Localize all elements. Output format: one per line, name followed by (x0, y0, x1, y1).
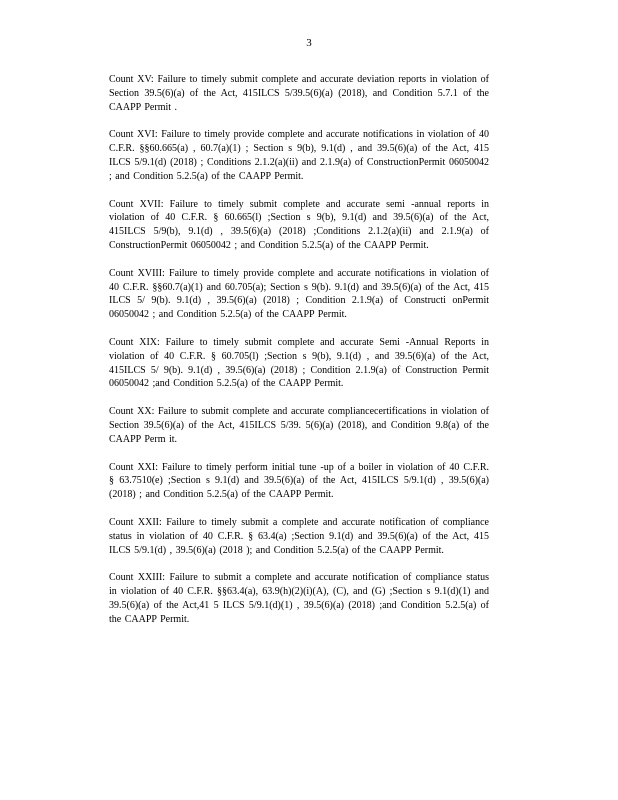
count-paragraph-xv: Count XV: Failure to timely submit complete and accurate deviation reports in violation of Section 39.5(6)(a) of the Act, 415ILCS 5/39.5(6)(a) (2018), and Condition 5.7.1 of the CAAPP Permit . (109, 74, 489, 113)
page-number: 3 (306, 37, 312, 49)
count-paragraph-xx: Count XX: Failure to submit complete and accurate compliancecertifications in violation of Section 39.5(6)(a) of the Act, 415ILCS 5/39. 5(6)(a) (2018), and Condition 9.8(a) of the CAAPP Perm it. (109, 406, 489, 445)
count-paragraph-xix: Count XIX: Failure to timely submit complete and accurate Semi -Annual Reports in violation of 40 C.F.R. § 60.705(l) ;Section s 9(b), 9.1(d) , and 39.5(6)(a) of the Act, 415ILCS 5/ 9(b). 9.1(d) , 39.5(6)(a) (2018) ; Condition 2.1.9(a) of Construction Permit 06050042 ;and Condition 5.2.5(a) of the CAAPP Permit. (109, 336, 489, 390)
count-paragraph-xxiii: Count XXIII: Failure to submit a complete and accurate notification of compliance status in violation of 40 C.F.R. §§63.4(a), 63.9(h)(2)(i)(A), (C), and (G) ;Section s 9.1(d)(1) and 39.5(6)(a) of the Act,41 5 ILCS 5/9.1(d)(1) , 39.5(6)(a) (2018) ;and Condition 5.2.5(a) of the CAAPP Permit. (109, 572, 489, 625)
count-paragraph-xvii: Count XVII: Failure to timely submit complete and accurate semi -annual reports in violation of 40 C.F.R. § 60.665(l) ;Section s 9(b), 9.1(d) and 39.5(6)(a) of the Act, 415ILCS 5/9(b), 9.1(d) , 39.5(6)(a) (2018) ;Conditions 2.1.2(a)(ii) and 2.1.9(a) of ConstructionPermit 06050042 ; and Condition 5.2.5(a) of the CAAPP Permit. (109, 198, 489, 251)
count-paragraph-xxi: Count XXI: Failure to timely perform initial tune -up of a boiler in violation of 40 C.F.R. § 63.7510(e) ;Section s 9.1(d) and 39.5(6)(a) of the Act, 415ILCS 5/9.1(d) , 39.5(6)(a) (2018) ; and Condition 5.2.5(a) of the CAAPP Permit. (109, 461, 489, 501)
counts-list (109, 73, 489, 641)
count-paragraph-xvi: Count XVI: Failure to timely provide complete and accurate notifications in violation of 40 C.F.R. §§60.665(a) , 60.7(a)(1) ; Section s 9(b), 9.1(d) , and 39.5(6)(a) of the Act, 415 ILCS 5/9.1(d) (2018) ; Conditions 2.1.2(a)(ii) and 2.1.9(a) of ConstructionPermit 06050042 ; and Condition 5.2.5(a) of the CAAPP Permit. (109, 129, 489, 182)
count-paragraph-xxii: Count XXII: Failure to timely submit a complete and accurate notification of compliance status in violation of 40 C.F.R. § 63.4(a) ;Section 9.1(d) and 39.5(6)(a) of the Act, 415 ILCS 5/9.1(d) , 39.5(6)(a) (2018 ); and Condition 5.2.5(a) of the CAAPP Permit. (109, 516, 489, 556)
count-paragraph-xviii: Count XVIII: Failure to timely provide complete and accurate notifications in violation of 40 C.F.R. §§60.7(a)(1) and 60.705(a); Section s 9(b). 9.1(d) and 39.5(6)(a) of the Act, 415 ILCS 5/ 9(b). 9.1(d) , 39.5(6)(a) (2018) ; Condition 2.1.9(a) of Constructi onPermit 06050042 ; and Condition 5.2.5(a) of the CAAPP Permit. (109, 267, 489, 321)
